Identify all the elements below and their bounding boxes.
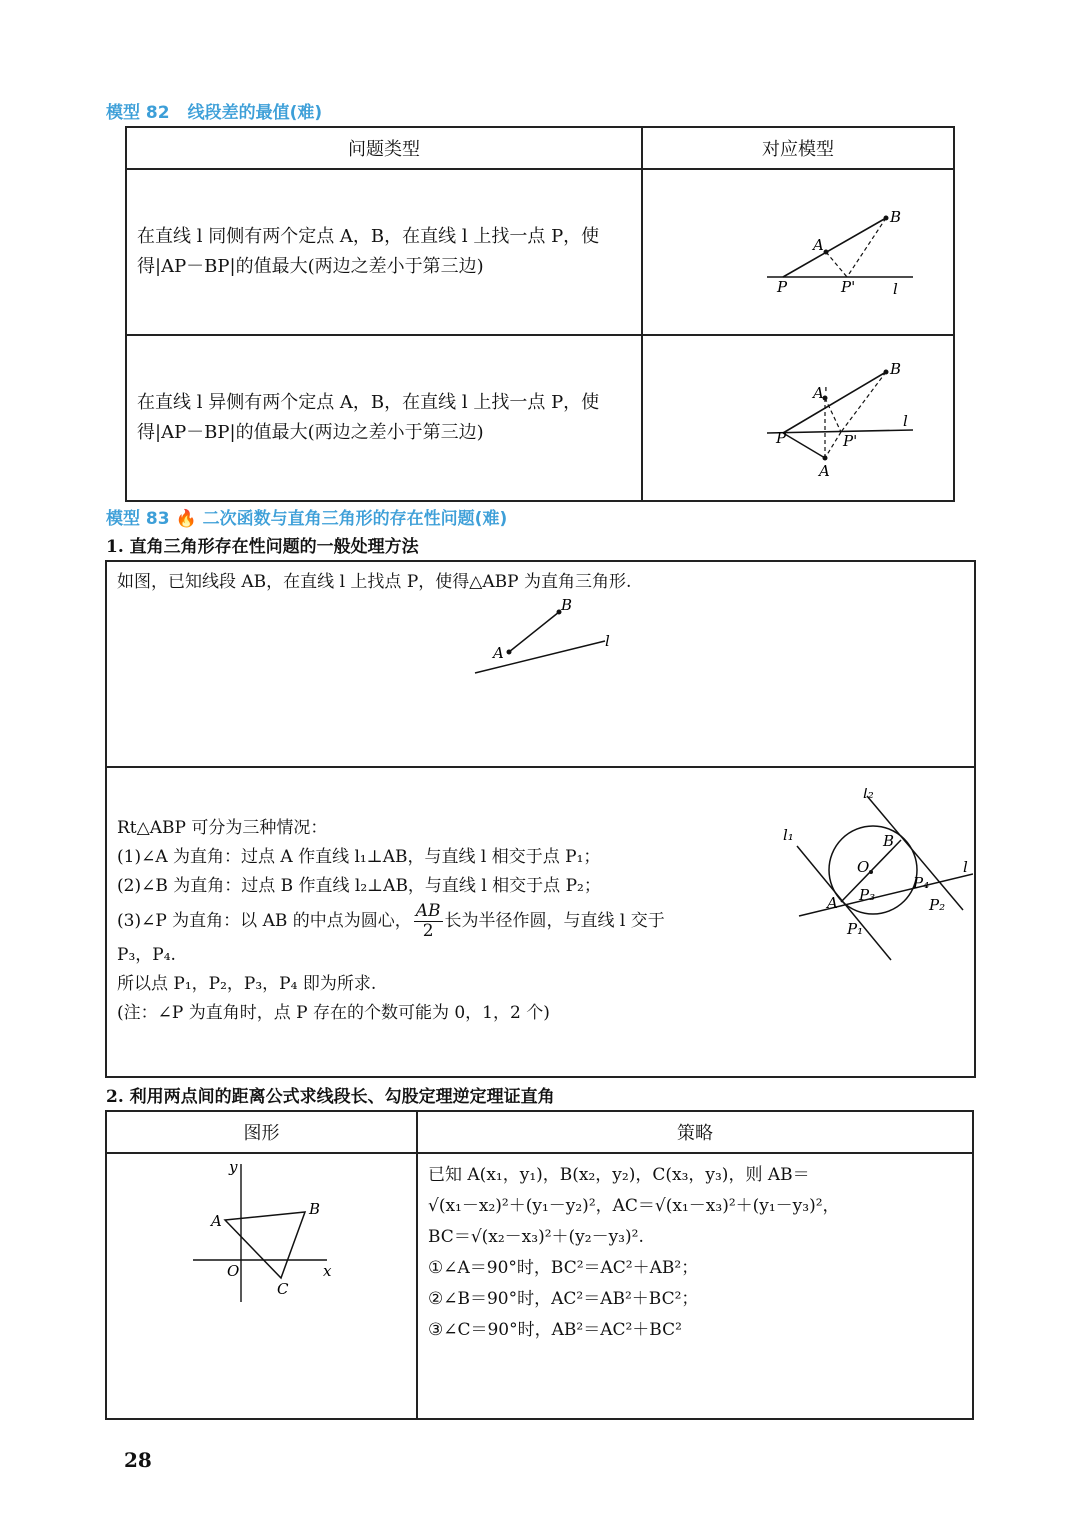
fig1-label-A: A xyxy=(493,644,504,662)
row2-text-cell xyxy=(126,335,642,501)
same-side-figure xyxy=(643,170,953,330)
label-P: P xyxy=(777,278,788,296)
right-triangle-cases-figure xyxy=(783,788,973,968)
row1-figure-cell xyxy=(642,169,954,335)
row1-text-cell xyxy=(126,169,642,335)
case-intro: Rt△ABP 可分为三种情况： xyxy=(117,818,328,838)
strategy-line-1: 已知 A(x₁，y₁)，B(x₂，y₂)，C(x₃，y₃)，则 AB＝ xyxy=(428,1165,810,1185)
strategy-line-6: ③∠C＝90°时，AB²＝AC²＋BC² xyxy=(428,1320,682,1340)
fraction-numerator: AB xyxy=(415,901,441,921)
fraction-denominator: 2 xyxy=(422,921,434,941)
strategy-line-5: ②∠B＝90°时，AC²＝AB²＋BC²； xyxy=(428,1289,699,1309)
model82-title: 线段差的最值(难) xyxy=(187,103,323,123)
section2-title: 2. 利用两点间的距离公式求线段长、勾股定理逆定理证直角 xyxy=(106,1087,555,1107)
model82-label: 模型 82 xyxy=(106,103,170,123)
model83-label: 模型 83 xyxy=(106,509,170,529)
row2-figure-cell xyxy=(642,335,954,501)
coord-label-B: B xyxy=(309,1200,321,1218)
fig1-label-B: B xyxy=(561,596,573,614)
coord-label-O: O xyxy=(227,1262,240,1280)
label-A-bottom: A xyxy=(819,462,830,480)
label-l2: l xyxy=(903,412,908,430)
ab-half-fraction xyxy=(414,903,443,940)
label-B: B xyxy=(890,208,902,226)
model83-title: 二次函数与直角三角形的存在性问题(难) xyxy=(202,509,508,529)
fig2-label-P3: P₃ xyxy=(859,886,876,904)
cases-block xyxy=(117,814,665,1028)
strategy-line-3: BC＝√(x₂－x₃)²＋(y₂－y₃)². xyxy=(428,1227,644,1247)
conclusion: 所以点 P₁，P₂，P₃，P₄ 即为所求. xyxy=(117,974,377,994)
case-3-points: P₃，P₄. xyxy=(117,945,176,965)
model82-heading xyxy=(106,98,322,123)
header-model: 对应模型 xyxy=(642,127,954,169)
case-2: (2)∠B 为直角：过点 B 作直线 l₂⊥AB，与直线 l 相交于点 P₂； xyxy=(117,876,601,896)
fig2-label-l2: l₂ xyxy=(863,788,874,802)
case-3-part-b: 长为半径作圆，与直线 l 交于 xyxy=(444,911,665,931)
section1-title: 1. 直角三角形存在性问题的一般处理方法 xyxy=(106,537,419,557)
label-B2: B xyxy=(890,360,902,378)
fig2-label-l: l xyxy=(963,858,968,876)
label-A: A xyxy=(813,236,824,254)
coord-label-A: A xyxy=(211,1212,222,1230)
label-A-prime-top: A' xyxy=(813,384,828,402)
coord-figure-cell xyxy=(106,1153,417,1419)
label-P-prime2: P' xyxy=(843,432,858,450)
fig1-label-l: l xyxy=(605,632,610,650)
fig2-label-A: A xyxy=(827,894,838,912)
fig2-label-P4: P₄ xyxy=(913,874,930,892)
header-problem-type: 问题类型 xyxy=(126,127,642,169)
fire-icon: 🔥 xyxy=(175,509,197,529)
header-strategy: 策略 xyxy=(417,1111,973,1153)
strategy-line-4: ①∠A＝90°时，BC²＝AC²＋AB²； xyxy=(428,1258,699,1278)
section1-intro: 如图，已知线段 AB，在直线 l 上找点 P，使得△ABP 为直角三角形. xyxy=(117,572,632,592)
case-1: (1)∠A 为直角：过点 A 作直线 l₁⊥AB，与直线 l 相交于点 P₁； xyxy=(117,847,601,867)
label-P-prime: P' xyxy=(841,278,856,296)
opposite-side-figure xyxy=(643,336,953,496)
coord-label-C: C xyxy=(277,1280,289,1298)
header-figure: 图形 xyxy=(106,1111,417,1153)
segment-ab-figure xyxy=(467,596,627,676)
model82-table xyxy=(125,126,955,502)
page-number: 28 xyxy=(124,1448,152,1472)
fig2-label-B: B xyxy=(883,832,895,850)
fig2-label-P2: P₂ xyxy=(929,896,946,914)
fig2-label-l1: l₁ xyxy=(783,826,794,844)
coordinate-figure xyxy=(107,1154,412,1314)
fig2-label-P1: P₁ xyxy=(847,920,864,938)
strategy-line-2: √(x₁－x₂)²＋(y₁－y₂)²，AC＝√(x₁－x₃)²＋(y₁－y₃)²， xyxy=(428,1196,840,1216)
row1-text: 在直线 l 同侧有两个定点 A，B，在直线 l 上找一点 P，使得|AP－BP|的值最大(两边之差小于第三边) xyxy=(137,226,600,277)
label-P2: P xyxy=(776,429,787,447)
case-3-part-a: (3)∠P 为直角：以 AB 的中点为圆心， xyxy=(117,911,412,931)
note: (注：∠P 为直角时，点 P 存在的个数可能为 0，1，2 个) xyxy=(117,1003,550,1023)
coord-label-x: x xyxy=(323,1262,332,1280)
row2-text: 在直线 l 异侧有两个定点 A，B，在直线 l 上找一点 P，使得|AP－BP|的值最大(两边之差小于第三边) xyxy=(137,392,600,443)
label-l: l xyxy=(893,280,898,298)
section1-divider xyxy=(107,766,974,768)
coord-label-y: y xyxy=(229,1158,238,1176)
case-3 xyxy=(117,901,665,941)
strategy-cell xyxy=(417,1153,973,1419)
section2-table xyxy=(105,1110,974,1420)
fig2-label-O: O xyxy=(857,858,870,876)
model83-heading xyxy=(106,504,507,529)
section1-box xyxy=(105,560,976,1078)
